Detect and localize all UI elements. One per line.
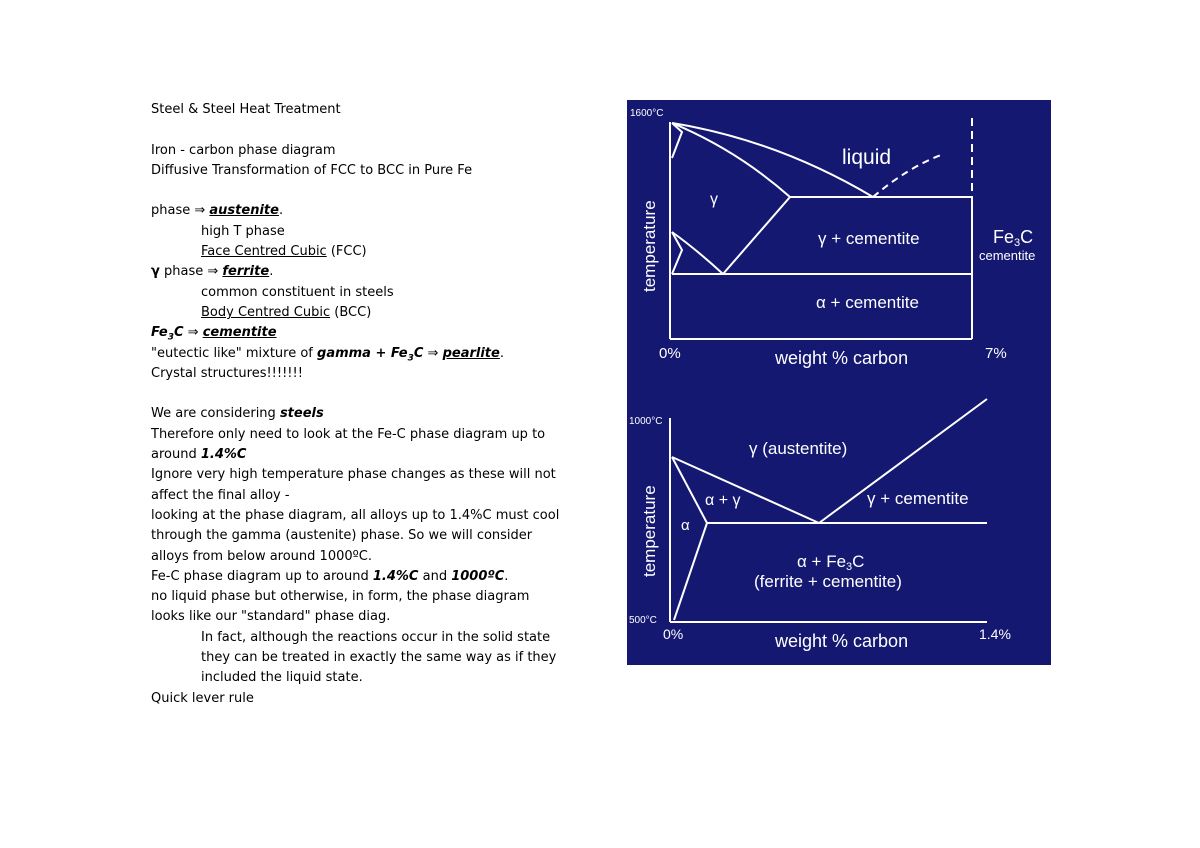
x-max-label: 1.4% — [979, 626, 1011, 642]
gamma-phase-sub1: common constituent in steels — [201, 284, 394, 300]
noliquid-line-1: no liquid phase but otherwise, in form, the phase diagram — [151, 589, 530, 605]
alpha-cementite-label: α + cementite — [816, 293, 919, 312]
bottom-diagram-labels — [629, 416, 1011, 651]
gamma-phase-sub2 — [151, 303, 591, 323]
alpha-region-label: α — [681, 517, 690, 534]
gamma-phase-word: phase — [159, 264, 208, 280]
infact-line-3: included the liquid state. — [201, 670, 363, 686]
period: . — [278, 203, 284, 219]
implies-arrow: ⇒ — [183, 325, 203, 341]
gamma-symbol: γ — [151, 264, 160, 280]
x-min-label: 0% — [659, 345, 681, 362]
a3-line — [672, 457, 819, 523]
a3-line — [672, 232, 723, 274]
implies-arrow: ⇒ — [207, 264, 223, 280]
lecture-notes — [151, 100, 591, 709]
looking-line-3: alloys from below around 1000ºC. — [151, 548, 372, 564]
alpha-phase-line — [151, 201, 591, 221]
temp-1000-label: 1000°C — [629, 416, 663, 427]
fcc-abbrev: (FCC) — [326, 244, 367, 260]
gamma-cementite-label: γ + cementite — [818, 229, 920, 248]
x-max-label: 7% — [985, 345, 1007, 362]
y-axis-label: temperature — [640, 485, 659, 577]
infact-line-1: In fact, although the reactions occur in the solid state — [201, 629, 551, 645]
around-line: around 1.4%C — [151, 447, 247, 463]
pearlite-term: pearlite — [442, 345, 500, 361]
phase-diagram-image — [627, 100, 1051, 665]
solidus-left — [672, 123, 682, 158]
noliquid-line-2: looks like our "standard" phase diag. — [151, 609, 391, 625]
ferrite-cementite-label: (ferrite + cementite) — [754, 572, 902, 591]
eutectic-text: "eutectic like" mixture of — [151, 345, 318, 361]
infact-line-2: they can be treated in exactly the same way as if they — [201, 650, 557, 666]
fe3c-label: Fe3C — [993, 227, 1034, 249]
notes-title: Steel & Steel Heat Treatment — [151, 102, 341, 117]
austenite-term: austenite — [209, 203, 279, 219]
period: . — [499, 345, 504, 361]
gamma-cementite-label: γ + cementite — [867, 489, 969, 508]
gamma-austenite-label: γ (austentite) — [749, 439, 848, 458]
cementite-label: cementite — [979, 248, 1036, 263]
therefore-line: Therefore only need to look at the Fe-C phase diagram up to — [151, 426, 546, 442]
bcc-abbrev: (BCC) — [330, 304, 372, 320]
lever-rule-line: Quick lever rule — [151, 690, 254, 706]
liquidus-lower-curve — [672, 123, 790, 197]
gamma-phase-line — [151, 262, 591, 282]
looking-line-2: through the gamma (austenite) phase. So we will consider — [151, 528, 533, 544]
temp-500-label: 500°C — [629, 615, 657, 626]
alpha-phase-sub2 — [151, 242, 591, 262]
period: . — [269, 264, 274, 280]
temp-1600-label: 1600°C — [630, 108, 664, 119]
acm-line — [723, 197, 790, 274]
ignore-line-2: affect the final alloy - — [151, 487, 290, 503]
implies-arrow: ⇒ — [423, 345, 443, 361]
considering-line: We are considering steels — [151, 406, 324, 422]
bcc-term: Body Centred Cubic — [201, 304, 331, 320]
notes-line-diffusive: Diffusive Transformation of FCC to BCC in Pure Fe — [151, 162, 473, 178]
fe3c-formula: $Fe_3C$ — [151, 325, 184, 343]
x-min-label: 0% — [663, 626, 684, 642]
fcc-term: Face Centred Cubic — [201, 244, 327, 260]
looking-line-1: looking at the phase diagram, all alloys up to 1.4%C must cool — [151, 507, 560, 523]
top-diagram-labels — [630, 108, 1035, 368]
fec-line: Fe-C phase diagram up to around 1.4%C and 1000ºC. — [151, 568, 509, 584]
alpha-gamma-boundary — [672, 457, 707, 523]
alpha-phase-word: phase — [151, 203, 195, 219]
x-axis-label: weight % carbon — [775, 631, 909, 651]
alpha-phase-sub1: high T phase — [201, 223, 285, 239]
gamma-region-label: γ — [710, 191, 718, 208]
crystal-line: Crystal structures!!!!!!! — [151, 365, 303, 381]
gamma-fe3c: gamma + $Fe_3C$ — [317, 345, 424, 364]
eutectic-line — [151, 344, 591, 364]
implies-arrow: ⇒ — [194, 203, 210, 219]
notes-line-iron-diagram: Iron - carbon phase diagram — [151, 142, 336, 158]
steels-term: steels — [279, 406, 324, 422]
temperature-limit: 1000ºC — [451, 568, 505, 584]
fe3c-line — [151, 323, 591, 343]
liquid-region-label: liquid — [842, 146, 892, 169]
ignore-line-1: Ignore very high temperature phase changes as these will not — [151, 467, 556, 483]
alpha-solvus — [674, 523, 707, 620]
carbon-limit: 1.4%C — [372, 568, 419, 584]
alpha-gamma-label: α + γ — [705, 492, 741, 509]
cementite-term: cementite — [202, 325, 277, 341]
alpha-fe3c-label: α + Fe3C — [797, 552, 865, 573]
y-axis-label: temperature — [640, 200, 659, 292]
ferrite-term: ferrite — [222, 264, 270, 280]
x-axis-label: weight % carbon — [775, 348, 909, 368]
carbon-limit: 1.4%C — [200, 447, 247, 463]
